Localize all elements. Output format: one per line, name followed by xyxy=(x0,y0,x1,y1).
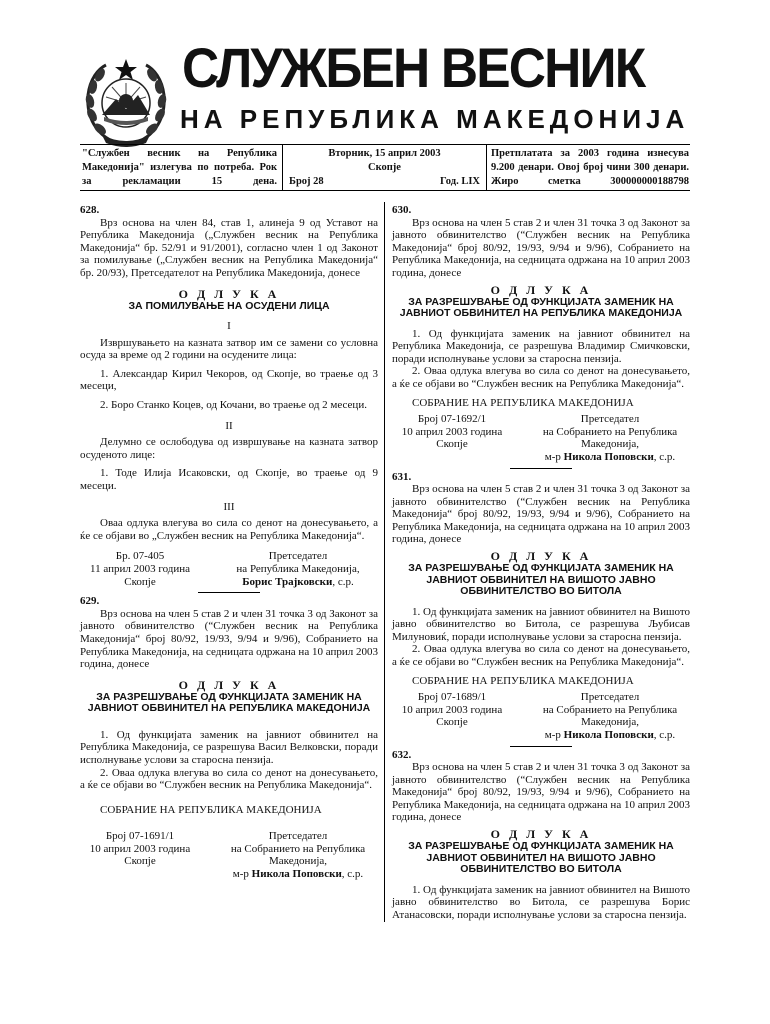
issue-year: Год. LIX xyxy=(440,176,480,187)
list-item: 1. Тоде Илија Исаковски, од Скопје, во траење од 9 месеци. xyxy=(80,467,378,492)
issue-city: Скопје xyxy=(368,162,401,173)
decision-title: ЗА ПОМИЛУВАЊЕ НА ОСУДЕНИ ЛИЦА xyxy=(128,299,330,312)
column-divider xyxy=(384,202,385,922)
act-preamble: Врз основа на член 5 став 2 и член 31 точка 3 од Законот за јавното обвинителство (“Службен весник на Република Македонија“ број 80/92, 19/93, 9/94 и 9/96), Собранието на Република Македонија, на седницата одржана на 10 април 2003 година, донесе xyxy=(392,761,690,824)
gazette-info-row xyxy=(80,144,690,191)
signature-block xyxy=(80,550,378,588)
issue-date: Вторник, 15 април 2003 xyxy=(328,148,441,159)
signatory-title: м-р xyxy=(544,450,564,463)
signature-suffix: , с.р. xyxy=(653,450,676,463)
signatory-role: на Собранието на Република xyxy=(230,842,366,855)
separator-rule xyxy=(198,592,260,593)
right-column xyxy=(392,204,690,921)
act-preamble: Врз основа на член 5 став 2 и член 31 точка 3 од Законот за јавното обвинителство (“Службен весник на Република Македонија“ број 80/92, 19/93, 9/94 и 9/96), Собранието на Република Македонија, на седницата одржана на 10 април 2003 година, донесе xyxy=(392,483,690,546)
signature-suffix: , с.р. xyxy=(653,728,676,741)
decision-heading: О Д Л У К А xyxy=(490,549,592,564)
signature-block xyxy=(392,413,690,463)
decision-date: 10 април 2003 година xyxy=(401,425,503,438)
paragraph: 2. Оваа одлука влегува во сила со денот на донесувањето, а ќе се објави во “Службен весник на Република Македонија“. xyxy=(392,643,690,668)
paragraph: Извршувањето на казната затвор им се замени со условна осуда за време од 2 години на осудените лица: xyxy=(80,336,378,362)
signatory-name: Никола Поповски xyxy=(251,868,342,881)
paragraph: Делумно се ослободува од извршување на казната затвор осуденото лице: xyxy=(80,436,378,461)
issue-number: Број 28 xyxy=(289,176,324,187)
separator-rule xyxy=(510,746,572,747)
left-column xyxy=(80,204,378,881)
act-number: 630. xyxy=(392,204,412,216)
assembly-name: СОБРАНИЕ НА РЕПУБЛИКА МАКЕДОНИЈА xyxy=(412,396,634,409)
gazette-title: СЛУЖБЕН ВЕСНИК xyxy=(182,36,645,99)
signature-block xyxy=(80,830,378,880)
section-number: I xyxy=(227,320,231,333)
paragraph: 2. Оваа одлука влегува во сила со денот на донесувањето, а ќе се објави во “Службен весник на Република Македонија“. xyxy=(392,365,690,390)
signatory-title: м-р xyxy=(544,728,564,741)
decision-number: Број 07-1692/1 xyxy=(417,413,487,426)
signatory-role: Македонија, xyxy=(580,438,640,451)
signatory-role: Претседател xyxy=(268,830,328,843)
gazette-subtitle: НА РЕПУБЛИКА МАКЕДОНИЈА xyxy=(180,104,690,134)
act-preamble: Врз основа на член 84, став 1, алинеја 9 од Уставот на Република Македонија („Службен весник на Република Македонија“ бр. 52/91 и 91/2001), согласно член 1 од Законот за помилување („Службен весник на Република Македонија“ бр. 20/93), Претседателот на Република Македонија, донесе xyxy=(80,216,378,279)
decision-heading: О Д Л У К А xyxy=(490,827,592,842)
paragraph: 1. Од функцијата заменик на јавниот обвинител на Република Македонија, се разрешува Владимир Смичковски, поради исполнување услови за старосна пензија. xyxy=(392,327,690,365)
signatory-role: на Собранието на Република xyxy=(542,703,678,716)
decision-title: ЗА РАЗРЕШУВАЊЕ ОД ФУНКЦИЈАТА ЗАМЕНИК НА ЈАВНИОТ ОБВИНИТЕЛ НА РЕПУБЛИКА МАКЕДОНИЈА xyxy=(399,295,683,320)
decision-date: 11 април 2003 година xyxy=(89,562,190,575)
subscription-note: Претплатата за 2003 година изнесува 9.200 денари. Овој број чини 300 денари. Жиро сметка 300000000188798 xyxy=(491,148,689,187)
decision-city: Скопје xyxy=(436,716,468,729)
coat-of-arms-emblem xyxy=(80,55,172,150)
decision-heading: О Д Л У К А xyxy=(178,677,280,692)
signatory-role: на Република Македонија, xyxy=(236,562,360,575)
signatory-role: Претседател xyxy=(268,550,328,563)
signature-block xyxy=(392,691,690,741)
section-number: II xyxy=(225,419,233,432)
decision-number: Број 07-1689/1 xyxy=(417,691,487,704)
act-number: 629. xyxy=(80,595,100,608)
signatory-role: Македонија, xyxy=(580,716,640,729)
act-preamble: Врз основа на член 5 став 2 и член 31 точка 3 од Законот за јавното обвинителство (“Службен весник на Република Македонија“ број 80/92, 19/93, 9/94 и 9/96), Собранието на Република Македонија, на седницата одржана на 10 април 2003 година, донесе xyxy=(80,607,378,671)
publication-note: "Службен весник на Република Македонија" излегува по потреба. Рок за рекламации 15 дена. xyxy=(82,148,277,187)
signatory-role: Македонија, xyxy=(268,855,328,868)
paragraph: 1. Од функцијата заменик на јавниот обвинител на Вишото јавно обвинителство во Битола, се разрешува Љубисав Милуновиќ, поради исполнување услови за старосна пензија. xyxy=(392,605,690,643)
decision-title: ЗА РАЗРЕШУВАЊЕ ОД ФУНКЦИЈАТА ЗАМЕНИК НА ЈАВНИОТ ОБВИНИТЕЛ НА РЕПУБЛИКА МАКЕДОНИЈА xyxy=(87,690,371,715)
signatory-role: на Собранието на Република xyxy=(542,425,678,438)
decision-date: 10 април 2003 година xyxy=(89,842,191,855)
paragraph: 1. Од функцијата заменик на јавниот обвинител на Вишото јавно обвинителство во Битола, се разрешува Борис Атанасовски, поради исполнување услови за старосна пензија. xyxy=(392,883,690,921)
act-number: 632. xyxy=(392,748,412,761)
separator-rule xyxy=(510,468,572,469)
signatory-name: Борис Трајковски xyxy=(242,575,333,588)
decision-city: Скопје xyxy=(124,575,156,588)
signatory-role: Претседател xyxy=(580,413,640,426)
decision-city: Скопје xyxy=(124,855,156,868)
assembly-name: СОБРАНИЕ НА РЕПУБЛИКА МАКЕДОНИЈА xyxy=(100,803,322,816)
paragraph: 1. Од функцијата заменик на јавниот обвинител на Република Македонија, се разрешува Васил Велковски, поради исполнување услови за старосна пензија. xyxy=(80,728,378,766)
assembly-name: СОБРАНИЕ НА РЕПУБЛИКА МАКЕДОНИЈА xyxy=(412,674,634,687)
signatory-role: Претседател xyxy=(580,691,640,704)
decision-number: Број 07-1691/1 xyxy=(105,830,175,843)
decision-title: ЗА РАЗРЕШУВАЊЕ ОД ФУНКЦИЈАТА ЗАМЕНИК НА ЈАВНИОТ ОБВИНИТЕЛ НА ВИШОТО ЈАВНО ОБВИНИТЕЛСТВО ВО БИТОЛА xyxy=(408,840,674,876)
issue-info xyxy=(282,145,487,190)
paragraph: 2. Оваа одлука влегува во сила со денот на донесувањето, а ќе се објави во “Службен весник на Република Македонија“. xyxy=(80,766,378,792)
signatory-name: Никола Поповски xyxy=(563,450,654,463)
decision-number: Бр. 07-405 xyxy=(115,550,165,563)
decision-heading: О Д Л У К А xyxy=(178,286,280,301)
act-number: 631. xyxy=(392,470,412,483)
decision-date: 10 април 2003 година xyxy=(401,703,503,716)
decision-heading: О Д Л У К А xyxy=(490,282,592,297)
act-preamble: Врз основа на член 5 став 2 и член 31 точка 3 од Законот за јавното обвинителство (“Службен весник на Република Македонија“ број 80/92, 19/93, 9/94 и 9/96), Собранието на Република Македонија, на седницата одржана на 10 април 2003 година, донесе xyxy=(392,216,690,279)
signatory-name: Никола Поповски xyxy=(563,728,654,741)
list-item: 1. Александар Кирил Чекоров, од Скопје, во траење од 3 месеци, xyxy=(80,367,378,393)
signature-suffix: , с.р. xyxy=(341,868,364,881)
signature-suffix: , с.р. xyxy=(332,575,354,588)
list-item: 2. Боро Станко Коцев, од Кочани, во траење од 2 месеци. xyxy=(100,399,367,412)
section-number: III xyxy=(223,500,235,513)
decision-city: Скопје xyxy=(436,438,468,451)
act-number: 628. xyxy=(80,204,100,216)
signatory-title: м-р xyxy=(232,868,252,881)
paragraph: Оваа одлука влегува во сила со денот на донесувањето, а ќе се објави во „Службен весник на Република Македонија“. xyxy=(80,517,378,542)
decision-title: ЗА РАЗРЕШУВАЊЕ ОД ФУНКЦИЈАТА ЗАМЕНИК НА ЈАВНИОТ ОБВИНИТЕЛ НА ВИШОТО ЈАВНО ОБВИНИТЕЛСТВО ВО БИТОЛА xyxy=(408,562,674,598)
